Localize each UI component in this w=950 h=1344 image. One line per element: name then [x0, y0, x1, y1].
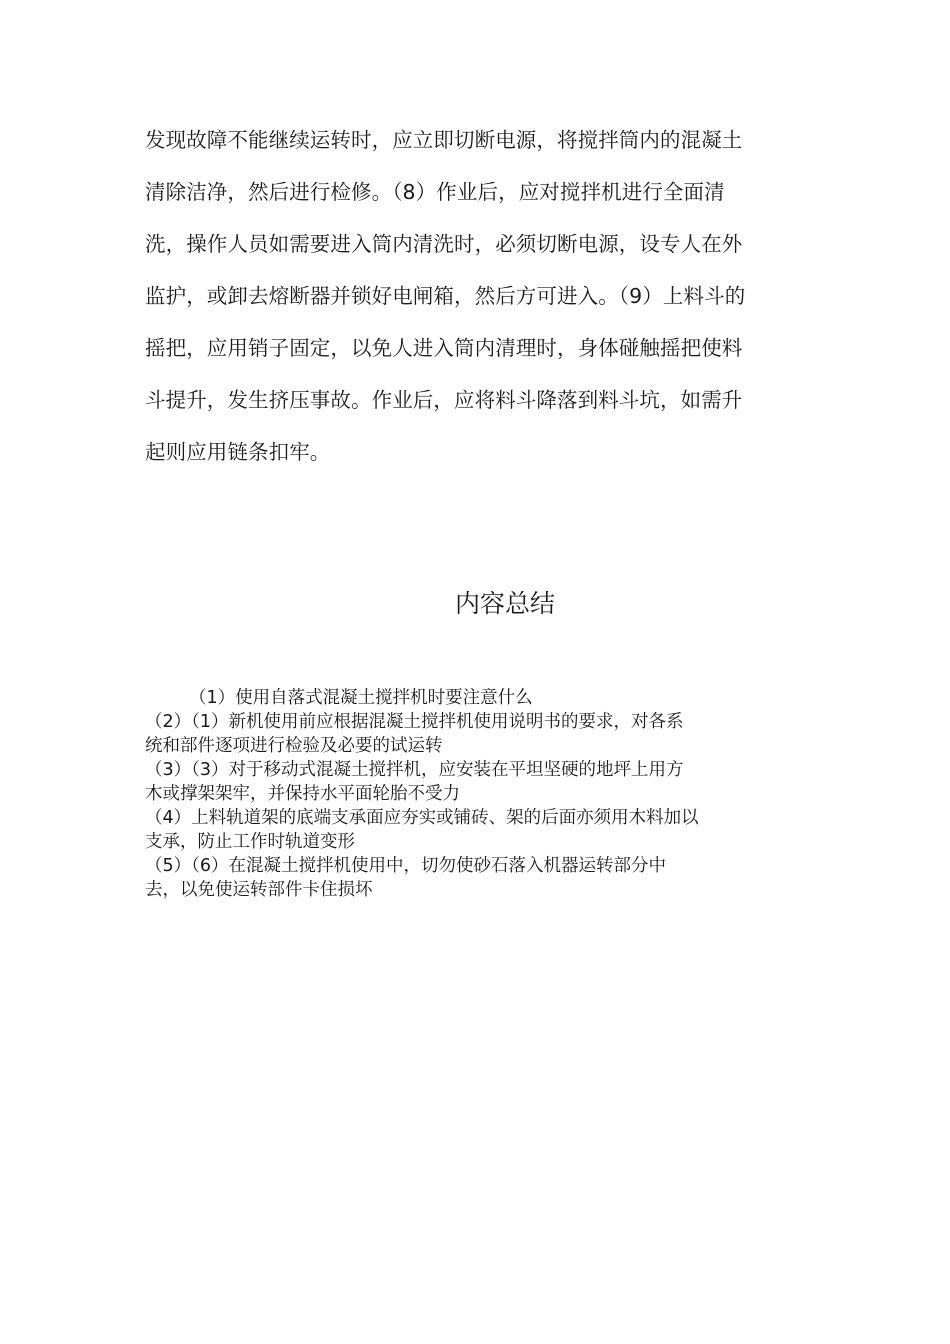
summary-line: （2）（1）新机使用前应根据混凝土搅拌机使用说明书的要求，对各系	[145, 712, 684, 732]
summary-line: 木或撑架架牢，并保持水平面轮胎不受力	[145, 784, 460, 804]
summary-line: （3）（3）对于移动式混凝土搅拌机，应安装在平坦坚硬的地坪上用方	[145, 760, 684, 780]
body-line: 发现故障不能继续运转时，应立即切断电源，将搅拌筒内的混凝土	[145, 128, 743, 152]
body-paragraph	[145, 114, 810, 478]
summary-line: （5）（6）在混凝土搅拌机使用中，切勿使砂石落入机器运转部分中	[145, 856, 667, 876]
body-line: 斗提升，发生挤压事故。作业后，应将料斗降落到料斗坑，如需升	[145, 388, 743, 412]
summary-line: （1）使用自落式混凝土搅拌机时要注意什么	[189, 688, 533, 708]
summary-list	[145, 686, 815, 902]
summary-line: （4）上料轨道架的底端支承面应夯实或铺砖、架的后面亦须用木料加以	[145, 808, 699, 828]
summary-title: 内容总结	[454, 589, 555, 618]
summary-line: 支承，防止工作时轨道变形	[145, 832, 355, 852]
body-line: 清除洁净，然后进行检修。（8）作业后，应对搅拌机进行全面清	[145, 180, 725, 204]
summary-line: 去，以免使运转部件卡住损坏	[145, 880, 373, 900]
body-line: 洗，操作人员如需要进入筒内清洗时，必须切断电源，设专人在外	[145, 232, 743, 256]
body-line: 起则应用链条扣牢。	[145, 440, 331, 464]
body-line: 监护，或卸去熔断器并锁好电闸箱，然后方可进入。（9）上料斗的	[145, 284, 746, 308]
summary-line: 统和部件逐项进行检验及必要的试运转	[145, 736, 443, 756]
body-line: 摇把，应用销子固定，以免人进入筒内清理时，身体碰触摇把使料	[145, 336, 743, 360]
